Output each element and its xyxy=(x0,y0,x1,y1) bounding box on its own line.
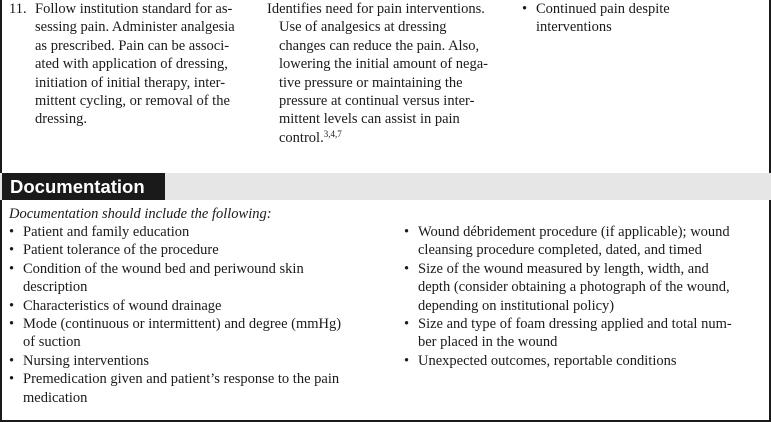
step-number: 11. xyxy=(9,1,27,17)
rationale-body: Identifies need for pain interventions. Use of analgesics at dressing changes can reduce the pain. Also, lowering the initial amount of nega- tive pressure or maintaining the pressure at continual versus inter- mittent levels can assist in pain control. xyxy=(267,1,488,146)
list-item: • Patient and family education xyxy=(9,223,384,241)
list-item: • Wound débridement procedure (if applicable); wound cleansing procedure completed, dated, and timed xyxy=(404,223,764,260)
documentation-intro: Documentation should include the following: xyxy=(9,206,272,222)
rationale-references: 3,4,7 xyxy=(323,128,342,139)
list-item: • Condition of the wound bed and periwound skin description xyxy=(9,260,384,297)
unexpected-outcome-cell xyxy=(522,0,762,37)
list-item: • Patient tolerance of the procedure xyxy=(9,241,384,259)
list-item: • Premedication given and patient’s response to the pain medication xyxy=(9,370,384,407)
rationale-cell xyxy=(267,0,512,147)
list-item: • Size of the wound measured by length, width, and depth (consider obtaining a photograph of the wound, depending on institutional policy) xyxy=(404,260,764,315)
list-item: • Size and type of foam dressing applied and total num- ber placed in the wound xyxy=(404,315,764,352)
documentation-list-right xyxy=(404,223,764,370)
list-item: • Unexpected outcomes, reportable conditions xyxy=(404,352,764,370)
list-item: • Characteristics of wound drainage xyxy=(9,297,384,315)
left-border xyxy=(0,0,2,422)
outcome-bullet: • xyxy=(522,1,528,17)
list-item: • Mode (continuous or intermittent) and degree (mmHg) of suction xyxy=(9,315,384,352)
list-item: • Nursing interventions xyxy=(9,352,384,370)
step-action-cell xyxy=(9,0,259,129)
rationale-text xyxy=(267,0,512,147)
documentation-heading: Documentation xyxy=(2,173,165,200)
documentation-list-left xyxy=(9,223,384,407)
outcome-text: Continued pain despite interventions xyxy=(536,1,670,36)
step-action-text: Follow institution standard for as- sessing pain. Administer analgesia as prescribed. Pain can be associ- ated with application of dressing, initiation of initial therapy, inter- mittent cycling, or removal of the dressing. xyxy=(35,1,235,128)
